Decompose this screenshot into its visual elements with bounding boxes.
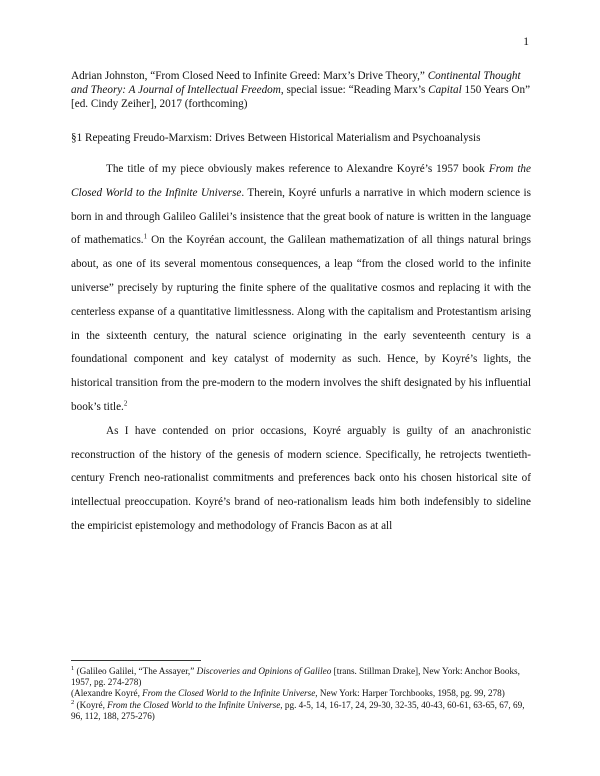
footnote-1-b-title: From the Closed World to the Infinite Universe bbox=[142, 688, 316, 699]
footnote-1-a-title: Discoveries and Opinions of Galileo bbox=[196, 666, 332, 676]
footnote-ref-2[interactable]: 2 bbox=[123, 399, 128, 408]
footnote-divider bbox=[71, 660, 201, 661]
citation-issue-post: 150 Years On” [ed. Cindy Zeiher], 2017 (forthcoming) bbox=[71, 84, 531, 110]
citation-journal: Continental Thought and Theory: A Journal of Intellectual Freedom bbox=[71, 70, 521, 96]
citation-header bbox=[71, 69, 531, 111]
footnote-1-b bbox=[71, 688, 531, 699]
body-text bbox=[71, 158, 531, 539]
footnote-1-a-post: [trans. Stillman Drake], New York: Anchor Books, 1957, pg. 274-278) bbox=[71, 666, 520, 688]
footnote-ref-1[interactable]: 1 bbox=[143, 232, 148, 241]
footnote-1-a-pre: (Galileo Galilei, “The Assayer,” bbox=[74, 666, 197, 676]
paragraph-1-text-a: The title of my piece obviously makes reference to Alexandre Koyré’s 1957 book bbox=[106, 163, 489, 175]
footnote-2-pre: (Koyré, bbox=[74, 699, 108, 710]
footnote-2-post: , pg. 4-5, 14, 16-17, 24, 29-30, 32-35, 40-43, 60-61, 63-65, 67, 69, 96, 112, 188, 275-276) bbox=[71, 699, 525, 721]
footnote-1-mark: 1 bbox=[71, 664, 75, 672]
citation-capital: Capital bbox=[428, 84, 462, 96]
paragraph-2: As I have contended on prior occasions, Koyré arguably is guilty of an anachronistic reconstruction of the history of the genesis of modern science. Specifically, he retrojects twentieth-century French neo-rationalist commitments and preferences back onto his chosen historical site of intellectual preoccupation. Koyré’s brand of neo-rationalism leads him both indefensibly to sideline the empiricist epistemology and methodology of Francis Bacon as at all bbox=[71, 424, 531, 532]
paragraph-1-text-c: On the Koyréan account, the Galilean mathematization of all things natural brings about, as one of its several momentous consequences, a leap “from the closed world to the infinite universe” precisely by rupturing the finite sphere of the qualitative cosmos and replacing it with the centerless expanse of a quantitative limitlessness. Along with the capitalism and Protestantism arising in the sixteenth century, the natural science originating in the early seventeenth century is a foundational component and key catalyst of modernity as such. Hence, by Koyré’s lights, the historical transition from the pre-modern to the modern involves the shift designated by his influential book’s title. bbox=[71, 234, 531, 413]
section-heading: §1 Repeating Freudo-Marxism: Drives Between Historical Materialism and Psychoanalysis bbox=[71, 132, 481, 144]
citation-issue-pre: , special issue: “Reading Marx’s bbox=[280, 84, 429, 96]
paragraph-1 bbox=[71, 158, 531, 420]
footnote-1 bbox=[71, 666, 531, 688]
page-number: 1 bbox=[523, 36, 529, 48]
footnotes bbox=[71, 666, 531, 722]
footnote-2-title: From the Closed World to the Infinite Universe bbox=[107, 699, 281, 710]
paragraph-1-text-b: . Therein, Koyré unfurls a narrative in which modern science is born in and through Galileo Galilei’s insistence that the great book of nature is written in the language of mathematics. bbox=[71, 186, 531, 247]
footnote-1-b-post: , New York: Harper Torchbooks, 1958, pg. 99, 278) bbox=[315, 688, 505, 699]
citation-author-title: Adrian Johnston, “From Closed Need to Infinite Greed: Marx’s Drive Theory,” bbox=[71, 70, 428, 82]
footnote-2 bbox=[71, 700, 531, 722]
footnote-1-b-pre: (Alexandre Koyré, bbox=[71, 688, 143, 699]
footnote-2-mark: 2 bbox=[71, 698, 75, 706]
paragraph-1-book-title: From the Closed World to the Infinite Universe bbox=[71, 163, 531, 199]
